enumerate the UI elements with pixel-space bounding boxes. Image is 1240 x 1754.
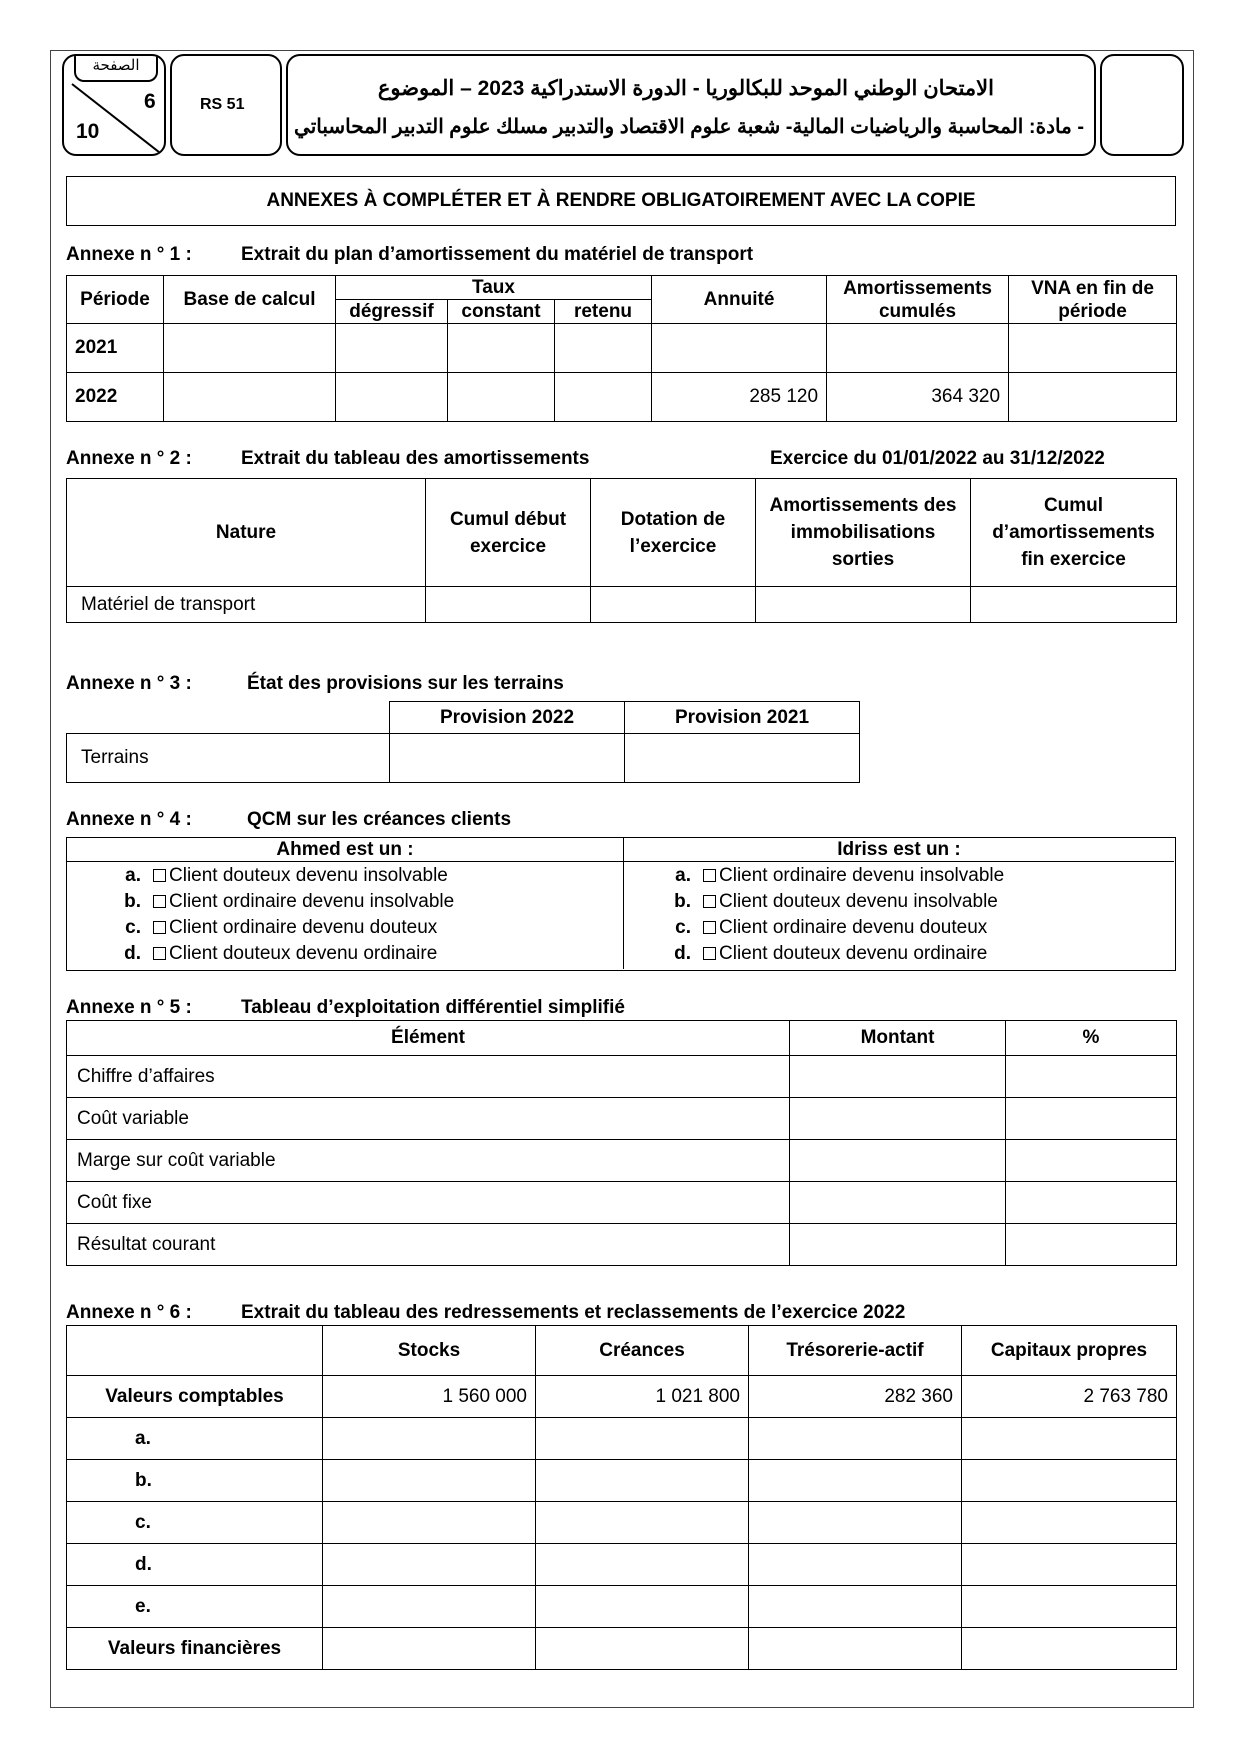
table-row [67, 1376, 1177, 1418]
cell-input[interactable] [323, 1502, 536, 1544]
checkbox[interactable] [703, 895, 716, 908]
qcm-option[interactable] [67, 915, 454, 941]
annexe1-title: Extrait du plan d’amortissement du matériel de transport [241, 244, 754, 265]
cell-tresorerie: 282 360 [749, 1376, 962, 1418]
table-row [67, 1586, 1177, 1628]
idriss-title: Idriss est un : [624, 838, 1174, 862]
option-text: Client ordinaire devenu insolvable [719, 865, 1005, 886]
checkbox[interactable] [703, 921, 716, 934]
cell-amort: 364 320 [827, 373, 1009, 422]
cell-input[interactable] [790, 1098, 1006, 1140]
col-annuite: Annuité [652, 276, 827, 324]
table-row [67, 1544, 1177, 1586]
col-pct: % [1006, 1021, 1177, 1056]
option-letter: c. [125, 917, 141, 938]
header-line2: - مادة: المحاسبة والرياضيات المالية- شعبة علوم الاقتصاد والتدبير مسلك علوم التدبير المحاسباتي [294, 116, 1084, 138]
cell-input[interactable] [1006, 1224, 1177, 1266]
row-label: Marge sur coût variable [67, 1140, 790, 1182]
annexe4-label: Annexe n ° 4 : [66, 809, 192, 830]
checkbox[interactable] [703, 869, 716, 882]
cell-input[interactable] [591, 587, 756, 623]
cell-input[interactable] [536, 1544, 749, 1586]
qcm-option[interactable] [67, 863, 454, 889]
cell-input[interactable] [962, 1628, 1177, 1670]
option-letter: c. [675, 917, 691, 938]
cell-input[interactable] [536, 1460, 749, 1502]
code-box [170, 54, 282, 156]
table-row [67, 1182, 1177, 1224]
col-empty [67, 702, 390, 734]
cell-creances: 1 021 800 [536, 1376, 749, 1418]
row-label: Chiffre d’affaires [67, 1056, 790, 1098]
col-provision-2021: Provision 2021 [625, 702, 860, 734]
qcm-ahmed [67, 838, 624, 969]
cell-input[interactable] [323, 1460, 536, 1502]
annexe2-exercice: Exercice du 01/01/2022 au 31/12/2022 [770, 448, 1105, 469]
cell-input[interactable] [164, 324, 336, 373]
annexe5-label: Annexe n ° 5 : [66, 997, 192, 1018]
cell-annuite[interactable] [652, 324, 827, 373]
cell-input[interactable] [323, 1544, 536, 1586]
cell-input[interactable] [536, 1628, 749, 1670]
cell-input[interactable] [390, 734, 625, 783]
col-montant: Montant [790, 1021, 1006, 1056]
option-text: Client ordinaire devenu insolvable [169, 891, 455, 912]
ahmed-options [67, 863, 454, 967]
table-row [67, 324, 1177, 373]
col-empty [67, 1326, 323, 1376]
annexe2-label: Annexe n ° 2 : [66, 448, 192, 469]
cell-input[interactable] [426, 587, 591, 623]
col-dotation: Dotation de l’exercice [591, 479, 756, 587]
cell-input[interactable] [336, 373, 448, 422]
cell-input[interactable] [448, 373, 555, 422]
col-periode: Période [67, 276, 164, 324]
cell-input[interactable] [1006, 1182, 1177, 1224]
option-text: Client douteux devenu ordinaire [169, 943, 438, 964]
row-letter: e. [67, 1586, 323, 1628]
col-sorties: Amortissements des immobilisations sorties [756, 479, 971, 587]
cell-input[interactable] [448, 324, 555, 373]
option-letter: d. [124, 943, 141, 964]
row-periode: 2021 [67, 324, 164, 373]
qcm-option[interactable] [67, 889, 454, 915]
annexe6-title: Extrait du tableau des redressements et reclassements de l’exercice 2022 [241, 1302, 906, 1323]
exploitation-table [66, 1020, 1177, 1266]
cell-input[interactable] [962, 1586, 1177, 1628]
row-valeurs-financieres: Valeurs financières [67, 1628, 323, 1670]
table-row [67, 1056, 1177, 1098]
col-degressif: dégressif [336, 300, 448, 324]
checkbox[interactable] [153, 947, 166, 960]
option-text: Client douteux devenu insolvable [719, 891, 998, 912]
cell-input[interactable] [962, 1544, 1177, 1586]
option-letter: a. [675, 865, 691, 886]
cell-input[interactable] [323, 1418, 536, 1460]
option-text: Client ordinaire devenu douteux [719, 917, 988, 938]
cell-input[interactable] [555, 373, 652, 422]
cell-input[interactable] [749, 1586, 962, 1628]
col-stocks: Stocks [323, 1326, 536, 1376]
row-letter: d. [67, 1544, 323, 1586]
cell-input[interactable] [1006, 1140, 1177, 1182]
cell-input[interactable] [536, 1586, 749, 1628]
cell-stocks: 1 560 000 [323, 1376, 536, 1418]
total-pages: 10 [76, 120, 100, 143]
row-letter: a. [67, 1418, 323, 1460]
col-cumul-debut: Cumul début exercice [426, 479, 591, 587]
col-vna: VNA en fin de période [1009, 276, 1177, 324]
cell-input[interactable] [1006, 1098, 1177, 1140]
option-text: Client douteux devenu insolvable [169, 865, 448, 886]
cell-input[interactable] [625, 734, 860, 783]
cell-input[interactable] [749, 1544, 962, 1586]
cell-input[interactable] [1009, 324, 1177, 373]
option-text: Client douteux devenu ordinaire [719, 943, 988, 964]
cell-input[interactable] [756, 587, 971, 623]
qcm-option[interactable] [624, 941, 1004, 967]
annexe4-title: QCM sur les créances clients [247, 809, 512, 830]
qcm-option[interactable] [624, 863, 1004, 889]
cell-input[interactable] [1006, 1056, 1177, 1098]
cell-input[interactable] [790, 1224, 1006, 1266]
cell-input[interactable] [971, 587, 1177, 623]
col-provision-2022: Provision 2022 [390, 702, 625, 734]
option-letter: d. [674, 943, 691, 964]
page-number-box [62, 54, 166, 156]
row-label: Résultat courant [67, 1224, 790, 1266]
exam-code: RS 51 [200, 96, 245, 113]
cell-input[interactable] [749, 1418, 962, 1460]
cell-input[interactable] [323, 1586, 536, 1628]
col-constant: constant [448, 300, 555, 324]
col-amort-cumules: Amortissements cumulés [827, 276, 1009, 324]
cell-input[interactable] [749, 1628, 962, 1670]
row-terrains: Terrains [67, 734, 390, 783]
cell-input[interactable] [962, 1418, 1177, 1460]
cell-input[interactable] [749, 1502, 962, 1544]
table-row [67, 1098, 1177, 1140]
cell-annuite: 285 120 [652, 373, 827, 422]
col-taux: Taux [336, 276, 652, 300]
cell-input[interactable] [555, 324, 652, 373]
annexe3-label: Annexe n ° 3 : [66, 673, 192, 694]
cell-input[interactable] [164, 373, 336, 422]
cell-input[interactable] [336, 324, 448, 373]
checkbox[interactable] [153, 921, 166, 934]
qcm-option[interactable] [624, 889, 1004, 915]
row-letter: c. [67, 1502, 323, 1544]
table-row [67, 734, 860, 783]
amortization-plan-table [66, 275, 1177, 422]
annexe1-label: Annexe n ° 1 : [66, 244, 192, 265]
table-row [67, 1460, 1177, 1502]
banner-text: ANNEXES À COMPLÉTER ET À RENDRE OBLIGATOIREMENT AVEC LA COPIE [266, 190, 976, 211]
checkbox[interactable] [153, 895, 166, 908]
header-line1: الامتحان الوطني الموحد للبكالوريا - الدورة الاستدراكية 2023 – الموضوع [377, 77, 994, 100]
option-letter: b. [124, 891, 141, 912]
row-letter: b. [67, 1460, 323, 1502]
table-row [67, 1224, 1177, 1266]
qcm-box [66, 837, 1176, 971]
amortization-table [66, 478, 1177, 623]
cell-input[interactable] [749, 1460, 962, 1502]
col-nature: Nature [67, 479, 426, 587]
col-tresorerie: Trésorerie-actif [749, 1326, 962, 1376]
option-letter: a. [125, 865, 141, 886]
ahmed-title: Ahmed est un : [67, 838, 623, 862]
cell-input[interactable] [790, 1140, 1006, 1182]
table-row [67, 1628, 1177, 1670]
title-box [286, 54, 1096, 156]
annexe6-label: Annexe n ° 6 : [66, 1302, 192, 1323]
cell-input[interactable] [790, 1182, 1006, 1224]
banner [66, 176, 1176, 226]
checkbox[interactable] [153, 869, 166, 882]
row-label: Coût variable [67, 1098, 790, 1140]
qcm-idriss [624, 838, 1174, 969]
annexe3-title: État des provisions sur les terrains [247, 673, 564, 694]
col-retenu: retenu [555, 300, 652, 324]
annexe5-title: Tableau d’exploitation différentiel simplifié [241, 997, 625, 1018]
row-label: Coût fixe [67, 1182, 790, 1224]
cell-input[interactable] [790, 1056, 1006, 1098]
cell-input[interactable] [536, 1418, 749, 1460]
annexe2-title: Extrait du tableau des amortissements [241, 448, 590, 469]
cell-input[interactable] [323, 1628, 536, 1670]
blank-box [1100, 54, 1184, 156]
redressements-table [66, 1325, 1177, 1670]
idriss-options [624, 863, 1004, 967]
qcm-option[interactable] [624, 915, 1004, 941]
option-letter: b. [674, 891, 691, 912]
cell-input[interactable] [962, 1502, 1177, 1544]
row-valeurs-comptables: Valeurs comptables [67, 1376, 323, 1418]
table-row [67, 1502, 1177, 1544]
col-base: Base de calcul [164, 276, 336, 324]
cell-amort[interactable] [827, 324, 1009, 373]
cell-input[interactable] [962, 1460, 1177, 1502]
col-capitaux: Capitaux propres [962, 1326, 1177, 1376]
col-cumul-fin: Cumul d’amortissements fin exercice [971, 479, 1177, 587]
col-element: Élément [67, 1021, 790, 1056]
table-row [67, 1140, 1177, 1182]
option-text: Client ordinaire devenu douteux [169, 917, 438, 938]
qcm-option[interactable] [67, 941, 454, 967]
table-row [67, 1418, 1177, 1460]
col-creances: Créances [536, 1326, 749, 1376]
table-row [67, 373, 1177, 422]
row-periode: 2022 [67, 373, 164, 422]
provisions-table [66, 701, 860, 783]
table-row [67, 587, 1177, 623]
row-nature: Matériel de transport [67, 587, 426, 623]
page-label: الصفحة [92, 57, 140, 74]
cell-input[interactable] [1009, 373, 1177, 422]
checkbox[interactable] [703, 947, 716, 960]
page-number: 6 [144, 90, 156, 113]
cell-input[interactable] [536, 1502, 749, 1544]
cell-capitaux: 2 763 780 [962, 1376, 1177, 1418]
